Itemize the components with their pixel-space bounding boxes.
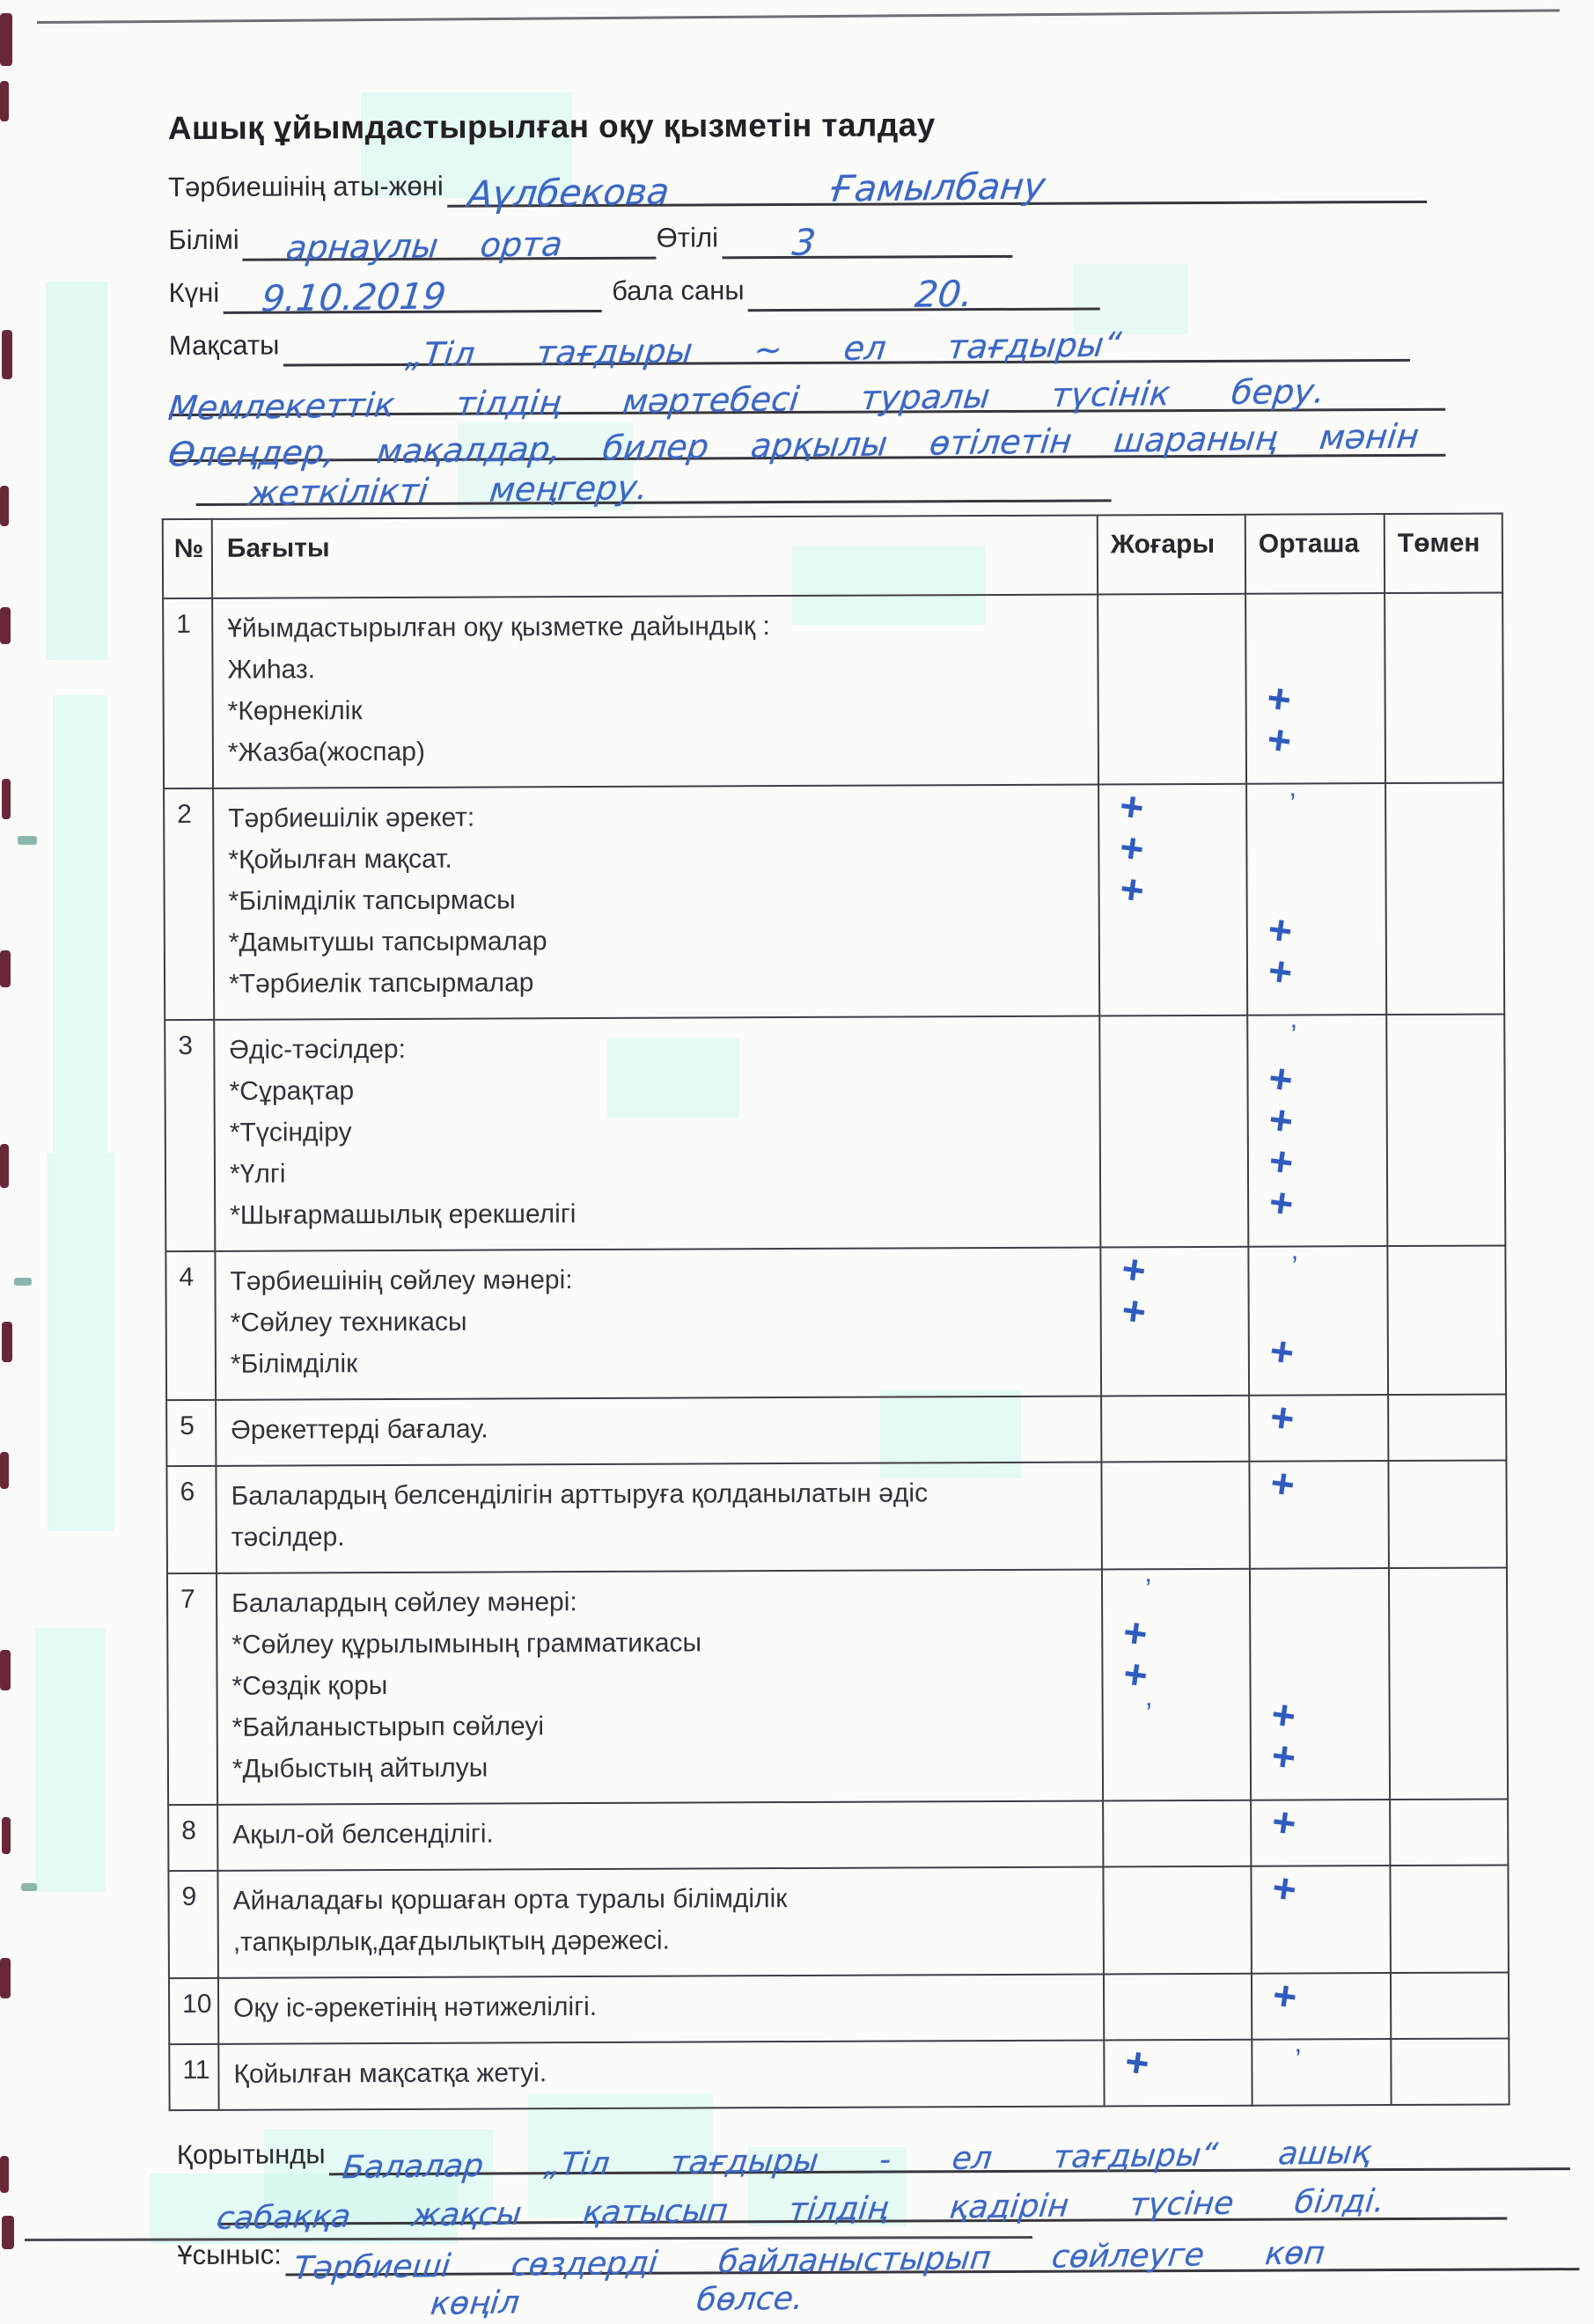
- children-count-underline: [747, 272, 1099, 316]
- mark-cell-high: [1100, 1244, 1249, 1397]
- handwritten-tick: ’: [1289, 787, 1297, 819]
- handwritten-checkmark: +: [1122, 2037, 1152, 2086]
- goal-value-line1: „Тіл тағдыры ~ ел тағдыры“: [403, 325, 1123, 375]
- handwritten-checkmark: +: [1268, 1732, 1299, 1781]
- mark-slot: [1120, 1067, 1246, 1109]
- criteria-line: Ұйымдастырылған оқу қызметке дайындық :: [227, 612, 770, 643]
- suggestion-underline: [285, 2235, 1579, 2287]
- conclusion-underline-1: [329, 2134, 1570, 2187]
- mark-cell-mid: [1252, 1973, 1391, 2040]
- mark-cell-mid: [1249, 1395, 1388, 1462]
- mark-slot: [1410, 1701, 1507, 1742]
- mark-cell-high: [1103, 1866, 1252, 1975]
- handwritten-checkmark: +: [1264, 674, 1295, 723]
- handwritten-checkmark: +: [1117, 781, 1147, 831]
- criteria-line: *Сөйлеу техникасы: [230, 1307, 467, 1338]
- handwritten-tick: ’: [1295, 2042, 1302, 2075]
- mark-slot: [1124, 1983, 1251, 2026]
- education-row: [168, 202, 1593, 268]
- row-number: 11: [169, 2044, 218, 2110]
- mark-slot: [1408, 1338, 1505, 1379]
- mark-slot: [1406, 833, 1502, 875]
- criteria-table-body: [163, 592, 1509, 2110]
- mark-slot: [1122, 1513, 1249, 1555]
- mark-slot: [1123, 1810, 1250, 1852]
- conclusion-line2: сабаққа жақсы қатысып тілдің қадірін түсіне білді.: [215, 2183, 1386, 2237]
- teacher-name-row: [168, 152, 1427, 216]
- header-medium: Орташа: [1245, 514, 1385, 594]
- row-number: 3: [165, 1020, 215, 1251]
- criteria-row: [165, 1245, 1506, 1400]
- mark-cell-high: [1101, 1462, 1250, 1570]
- mark-slot: [1119, 1286, 1248, 1340]
- mark-slot: [1408, 1470, 1505, 1511]
- mark-cell-low: [1385, 592, 1503, 783]
- mark-slot: [1406, 685, 1502, 726]
- suggestion-label: Ұсыныс:: [177, 2239, 282, 2271]
- mark-slot: [1267, 834, 1385, 876]
- handwritten-checkmark: +: [1120, 1649, 1151, 1698]
- mark-slot: [1123, 1697, 1250, 1745]
- criteria-line: *Қойылған мақсат.: [228, 844, 452, 875]
- criteria-row: [168, 1799, 1508, 1871]
- row-criteria: [213, 784, 1099, 1019]
- mark-slot: [1407, 1255, 1504, 1296]
- mark-slot: [1409, 1577, 1506, 1618]
- criteria-row: [169, 1972, 1509, 2044]
- handwritten-tick: ’: [1290, 1018, 1297, 1051]
- row-criteria: [217, 1569, 1103, 1804]
- row-number: 10: [169, 1978, 218, 2044]
- row-criteria: [218, 2040, 1104, 2109]
- mark-cell-low: [1385, 782, 1504, 1015]
- mark-slot: [1265, 947, 1385, 1001]
- criteria-line: *Байланыстырып сөйлеуі: [231, 1712, 545, 1742]
- handwritten-tick: ’: [1291, 1250, 1298, 1282]
- mark-cell-mid: [1250, 1568, 1390, 1800]
- mark-cell-mid: [1247, 1015, 1387, 1247]
- mark-slot: [1120, 918, 1246, 960]
- mark-slot: [1266, 603, 1384, 645]
- criteria-line: *Көрнекілік: [227, 696, 363, 726]
- criteria-line: Балалардың сөйлеу мәнері:: [231, 1587, 577, 1618]
- criteria-row: [164, 782, 1504, 1020]
- mark-slot: [1269, 1798, 1389, 1851]
- row-number: 7: [167, 1573, 217, 1805]
- teacher-name-underline: [447, 165, 1428, 216]
- mark-cell-low: [1390, 1865, 1509, 1973]
- conclusion-label: Қорытынды: [176, 2138, 326, 2171]
- row-criteria: [217, 1800, 1103, 1870]
- mark-slot: [1123, 1744, 1250, 1786]
- mark-cell-low: [1386, 1014, 1505, 1246]
- mark-slot: [1121, 1405, 1248, 1448]
- mark-cell-mid: [1251, 1800, 1390, 1866]
- handwritten-checkmark: +: [1117, 823, 1147, 872]
- mark-slot: [1272, 2042, 1390, 2091]
- handwritten-checkmark: +: [1120, 1608, 1150, 1657]
- criteria-row: [167, 1567, 1508, 1805]
- mark-slot: [1268, 1250, 1386, 1298]
- handwritten-checkmark: +: [1119, 1244, 1150, 1294]
- education-underline: [243, 224, 657, 268]
- criteria-table-head: [163, 513, 1502, 598]
- mark-slot: [1410, 1808, 1507, 1850]
- row-criteria: [215, 1247, 1101, 1399]
- teacher-name-label: Тәрбиешінің аты-жөні: [168, 170, 444, 203]
- mark-slot: [1407, 957, 1503, 999]
- criteria-line: Айналадағы қоршаған орта туралы білімділік: [232, 1884, 788, 1916]
- mark-cell-high: [1104, 1974, 1252, 2041]
- row-number: 8: [168, 1805, 217, 1871]
- goal-label: Мақсаты: [168, 329, 280, 362]
- criteria-line: Оқу іс-әрекетінің нәтижелілігі.: [233, 1991, 598, 2023]
- mark-slot: [1122, 2037, 1251, 2092]
- handwritten-checkmark: +: [1117, 864, 1148, 913]
- criteria-line: *Жазба(жоспар): [227, 737, 425, 767]
- row-number: 2: [164, 788, 214, 1020]
- conclusion-underline-2: [215, 2183, 1507, 2237]
- criteria-line: Тәрбиешілік әрекет:: [228, 803, 475, 833]
- mark-slot: [1407, 1065, 1503, 1106]
- row-number: 1: [163, 598, 213, 788]
- criteria-line: *Білімділік: [230, 1349, 358, 1379]
- conclusion-line1: Балалар „Тіл тағдыры - ел тағдыры“ ашық: [340, 2134, 1373, 2187]
- teacher-name-value: Аүлбекова Ғамылбану: [465, 165, 1047, 216]
- mark-slot: [1267, 1393, 1387, 1447]
- mark-slot: [1117, 864, 1246, 919]
- handwritten-tick: ’: [1145, 1697, 1152, 1729]
- mark-cell-high: [1102, 1569, 1251, 1801]
- suggestion-row-2: [429, 2279, 1594, 2323]
- mark-cell-low: [1388, 1460, 1507, 1568]
- mark-slot: [1407, 1023, 1503, 1065]
- goal-underline-3: [166, 416, 1445, 474]
- mark-slot: [1119, 728, 1245, 770]
- mark-cell-mid: [1249, 1461, 1389, 1569]
- mark-slot: [1407, 875, 1503, 916]
- mark-slot: [1270, 1971, 1390, 2025]
- criteria-line: Ақыл-ой белсенділігі.: [232, 1819, 494, 1850]
- mark-slot: [1267, 1459, 1387, 1513]
- mark-slot: [1118, 645, 1245, 687]
- criteria-line: Әдіс-тәсілдер:: [229, 1034, 406, 1065]
- handwritten-checkmark: +: [1265, 947, 1296, 996]
- mark-slot: [1406, 726, 1502, 767]
- criteria-line: Жиһаз.: [227, 655, 316, 685]
- mark-slot: [1407, 1147, 1504, 1189]
- criteria-row: [166, 1460, 1507, 1573]
- handwritten-checkmark: +: [1267, 1393, 1297, 1442]
- mark-slot: [1411, 1982, 1508, 2023]
- criteria-row: [165, 1014, 1505, 1251]
- header-low: Төмен: [1385, 513, 1502, 593]
- handwritten-checkmark: +: [1267, 1327, 1297, 1376]
- mark-slot: [1264, 715, 1385, 769]
- handwritten-checkmark: +: [1266, 1096, 1297, 1145]
- criteria-line: *Сұрақтар: [229, 1076, 355, 1106]
- handwritten-checkmark: +: [1264, 715, 1295, 765]
- criteria-row: [169, 2038, 1509, 2110]
- criteria-line: Тәрбиешінің сөйлеу мәнері:: [230, 1265, 573, 1296]
- criteria-line: Балалардың белсенділігін арттыруға қолданылатын әдіс: [231, 1478, 929, 1511]
- criteria-header-row: [163, 513, 1502, 598]
- mark-slot: [1120, 1108, 1247, 1150]
- mark-cell-high: [1098, 781, 1247, 1016]
- goal-underline-2: [166, 371, 1445, 428]
- mark-cell-high: [1099, 1015, 1248, 1248]
- mark-slot: [1407, 1106, 1504, 1147]
- mark-cell-mid: [1248, 1246, 1388, 1396]
- mark-slot: [1120, 1025, 1246, 1067]
- criteria-line: *Шығармашылық ерекшелігі: [230, 1199, 577, 1230]
- criteria-line: Әрекеттерді бағалау.: [231, 1414, 488, 1445]
- criteria-line: тәсілдер.: [231, 1522, 345, 1552]
- mark-slot: [1405, 602, 1502, 643]
- mark-cell-low: [1388, 1394, 1506, 1461]
- mark-cell-low: [1391, 2038, 1509, 2105]
- mark-slot: [1120, 959, 1246, 1001]
- goal-underline-1: [283, 325, 1409, 375]
- mark-cell-low: [1389, 1567, 1508, 1800]
- criteria-row: [166, 1394, 1506, 1466]
- row-number: 4: [165, 1251, 216, 1400]
- criteria-row: [163, 592, 1503, 788]
- goal-value-line3: Өлеңдер, мақалдар, билер арқылы өтілетін шараның мәнін: [166, 416, 1421, 474]
- criteria-line: *Дамытушы тапсырмалар: [228, 927, 547, 957]
- mark-slot: [1407, 916, 1503, 957]
- mark-slot: [1267, 787, 1385, 835]
- mark-cell-high: [1103, 1800, 1251, 1867]
- criteria-line: *Үлгі: [229, 1159, 286, 1189]
- children-count-label: бала саны: [612, 275, 745, 306]
- criteria-line: *Тәрбиелік тапсырмалар: [228, 968, 534, 999]
- mark-cell-mid: [1251, 1866, 1391, 1974]
- mark-cell-low: [1390, 1799, 1508, 1866]
- mark-slot: [1118, 604, 1245, 646]
- mark-slot: [1407, 1189, 1504, 1230]
- criteria-line: *Түсіндіру: [229, 1118, 352, 1147]
- mark-slot: [1409, 1660, 1506, 1701]
- mark-slot: [1270, 1578, 1388, 1620]
- mark-slot: [1119, 686, 1245, 729]
- criteria-line: *Білімділік тапсырмасы: [228, 885, 516, 916]
- mark-cell-high: [1104, 2037, 1252, 2107]
- mark-cell-high: [1098, 594, 1246, 785]
- mark-slot: [1272, 1917, 1390, 1959]
- header-number: №: [163, 519, 212, 598]
- mark-slot: [1410, 1874, 1507, 1916]
- mark-slot: [1270, 1619, 1388, 1661]
- mark-slot: [1123, 1876, 1250, 1918]
- row-number: 5: [166, 1400, 216, 1466]
- row-criteria: [217, 1866, 1104, 1977]
- mark-slot: [1406, 792, 1502, 833]
- handwritten-checkmark: +: [1269, 1798, 1299, 1847]
- handwritten-checkmark: +: [1266, 1054, 1297, 1103]
- criteria-line: ,тапқырлық,дағдылықтың дәрежесі.: [232, 1925, 670, 1957]
- mark-slot: [1409, 1618, 1506, 1660]
- handwritten-checkmark: +: [1268, 1690, 1299, 1740]
- date-value: 9.10.2019: [259, 275, 448, 320]
- row-criteria: [216, 1396, 1101, 1465]
- header-high: Жоғары: [1098, 515, 1245, 595]
- handwritten-checkmark: +: [1266, 1137, 1297, 1186]
- handwritten-checkmark: +: [1267, 1178, 1297, 1228]
- suggestion-line2: көңіл бөлсе.: [429, 2280, 805, 2323]
- row-criteria: [218, 1974, 1104, 2043]
- mark-slot: [1120, 1649, 1249, 1704]
- mark-slot: [1124, 1917, 1251, 1960]
- criteria-line: *Сөздік қоры: [231, 1671, 388, 1701]
- mark-cell-mid: [1246, 783, 1386, 1015]
- row-criteria: [216, 1462, 1102, 1573]
- handwritten-checkmark: +: [1267, 1459, 1298, 1508]
- mark-cell-mid: [1245, 593, 1385, 784]
- row-number: 6: [166, 1466, 217, 1573]
- mark-slot: [1408, 1404, 1505, 1445]
- mark-cell-low: [1391, 1972, 1509, 2039]
- mark-slot: [1411, 2048, 1508, 2089]
- goal-value-line2: Мемлекеттік тілдің мәртебесі туралы түсінік беру.: [166, 371, 1327, 428]
- date-underline: [223, 275, 601, 320]
- mark-slot: [1269, 1864, 1389, 1917]
- education-label: Білімі: [168, 224, 239, 256]
- handwritten-checkmark: +: [1270, 1971, 1300, 2020]
- mark-slot: [1270, 1512, 1388, 1554]
- mark-cell-mid: [1252, 2039, 1391, 2106]
- row-criteria: [214, 1015, 1100, 1250]
- date-label: Күні: [168, 276, 220, 309]
- mark-slot: [1409, 1511, 1506, 1552]
- mark-slot: [1410, 1742, 1507, 1784]
- header-direction: Бағыты: [212, 515, 1098, 597]
- experience-label: Өтілі: [656, 222, 719, 253]
- children-count-value: 20.: [913, 272, 975, 316]
- criteria-table: [162, 512, 1510, 2111]
- mark-slot: [1267, 1327, 1387, 1381]
- goal-underline-4: [196, 468, 1112, 513]
- handwritten-tick: ’: [1144, 1573, 1152, 1605]
- conclusion-row: [176, 2119, 1594, 2187]
- experience-underline: [722, 221, 1012, 264]
- mark-slot: [1408, 1296, 1505, 1338]
- form-footer: [8, 2119, 1594, 2322]
- criteria-line: *Дыбыстың айтылуы: [231, 1753, 488, 1784]
- handwritten-checkmark: +: [1269, 1864, 1300, 1913]
- mark-slot: [1267, 1178, 1386, 1232]
- criteria-line: *Сөйлеу құрылымының грамматикасы: [231, 1628, 702, 1660]
- mark-slot: [1411, 1916, 1508, 1957]
- handwritten-checkmark: +: [1119, 1286, 1150, 1335]
- mark-slot: [1405, 643, 1502, 685]
- mark-slot: [1268, 1732, 1389, 1785]
- criteria-line: Қойылған мақсатқа жетуі.: [233, 2058, 547, 2089]
- mark-slot: [1120, 1149, 1247, 1191]
- row-criteria: [212, 594, 1098, 788]
- mark-cell-high: [1101, 1396, 1249, 1463]
- mark-cell-low: [1387, 1245, 1506, 1395]
- mark-slot: [1120, 1191, 1247, 1233]
- suggestion-line1: Тәрбиеші сөздерді байланыстырып сөйлеуге көп: [291, 2235, 1326, 2287]
- row-number: 9: [168, 1871, 218, 1978]
- goal-value-line4: жеткілікті меңгеру.: [246, 468, 650, 513]
- mark-slot: [1121, 1471, 1248, 1514]
- page-title: Ашық ұйымдастырылған оқу қызметін талдау: [167, 106, 936, 147]
- criteria-row: [168, 1865, 1509, 1978]
- education-value: арнаулы орта: [284, 224, 565, 268]
- experience-value: 3: [790, 221, 818, 264]
- handwritten-checkmark: +: [1265, 905, 1296, 955]
- mark-slot: [1121, 1339, 1248, 1382]
